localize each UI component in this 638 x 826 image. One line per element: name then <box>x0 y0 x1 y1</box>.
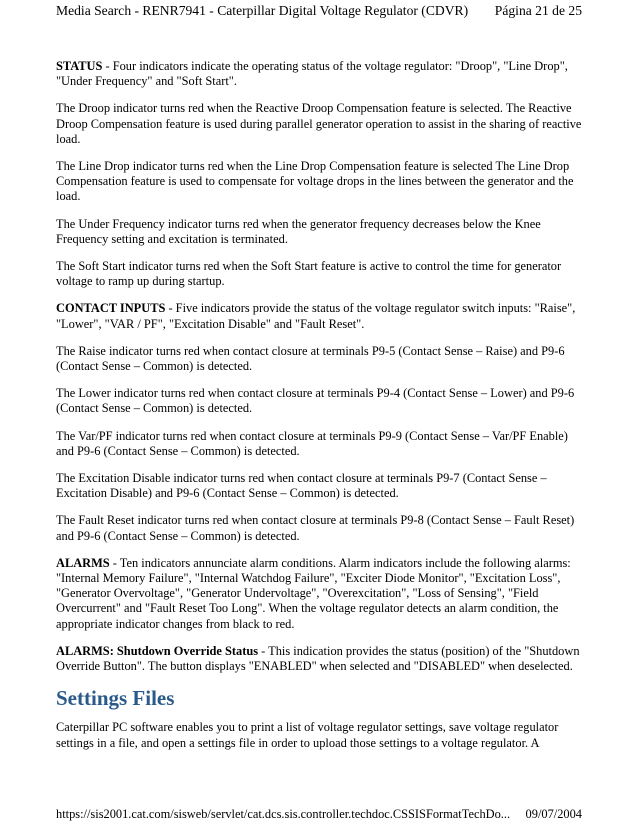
paragraph <box>56 59 584 89</box>
footer-url: https://sis2001.cat.com/sisweb/servlet/cat.dcs.sis.controller.techdoc.CSSISFormatTechDo... <box>56 807 511 821</box>
paragraph <box>56 386 584 416</box>
paragraph <box>56 301 584 331</box>
paragraph <box>56 217 584 247</box>
section-heading: Settings Files <box>56 686 175 711</box>
paragraph <box>56 259 584 289</box>
paragraph <box>56 344 584 374</box>
page-number: Página 21 de 25 <box>494 3 582 18</box>
paragraph-lead: ALARMS <box>56 555 110 570</box>
document-body <box>56 59 584 763</box>
paragraph <box>56 513 584 543</box>
paragraph <box>56 556 584 632</box>
paragraph-text: The Fault Reset indicator turns red when contact closure at terminals P9-8 (Contact Sense – Fault Reset) and P9-6 (Contact Sense – Common) is detected. <box>56 513 575 543</box>
paragraph-text: The Lower indicator turns red when contact closure at terminals P9-4 (Contact Sense – Lower) and P9-6 (Contact Sense – Common) is detected. <box>56 386 575 416</box>
page-header <box>56 3 582 19</box>
paragraph <box>56 101 584 147</box>
paragraph-text: The Soft Start indicator turns red when the Soft Start feature is active to control the time for generator voltage to ramp up during startup. <box>56 259 562 289</box>
paragraph-lead: STATUS <box>56 59 103 73</box>
paragraph-text: The Excitation Disable indicator turns red when contact closure at terminals P9-7 (Contact Sense – Excitation Disable) and P9-6 (Contact Sense – Common) is detected. <box>56 471 547 501</box>
page-footer <box>56 807 582 822</box>
paragraph-text: The Var/PF indicator turns red when contact closure at terminals P9-9 (Contact Sense – Var/PF Enable) and P9-6 (Contact Sense – Common) is detected. <box>56 428 568 458</box>
paragraph-text: The Droop indicator turns red when the Reactive Droop Compensation feature is selected. The Reactive Droop Compensation feature is used during parallel generator operation to assist in the sharing of reactive load. <box>56 101 582 146</box>
paragraph-text: - Five indicators provide the status of the voltage regulator switch inputs: "Raise", "Lower", "VAR / PF", "Excitation Disable" and "Fault Reset". <box>56 301 576 331</box>
paragraph-text: The Line Drop indicator turns red when the Line Drop Compensation feature is selected The Line Drop Compensation feature is used to compensate for voltage drops in the lines between the generator and the load. <box>56 159 574 204</box>
paragraph-text: The Under Frequency indicator turns red when the generator frequency decreases below the Knee Frequency setting and excitation is terminated. <box>56 216 541 246</box>
paragraph-text: The Raise indicator turns red when contact closure at terminals P9-5 (Contact Sense – Raise) and P9-6 (Contact Sense – Common) is detected. <box>56 343 565 374</box>
paragraph-lead: CONTACT INPUTS <box>56 301 166 316</box>
paragraph <box>56 159 584 205</box>
paragraph-lead: ALARMS: Shutdown Override Status <box>56 643 259 658</box>
section-paragraph: Caterpillar PC software enables you to print a list of voltage regulator settings, save voltage regulator settings in a file, and open a settings file in order to upload those settings to a voltage regulator. A <box>56 720 559 750</box>
paragraph <box>56 471 584 501</box>
paragraph-text: - This indication provides the status (position) of the "Shutdown Override Button". The button displays "ENABLED" when selected and "DISABLED" when deselected. <box>56 643 580 674</box>
header-title: Media Search - RENR7941 - Caterpillar Digital Voltage Regulator (CDVR) <box>56 3 469 18</box>
footer-date: 09/07/2004 <box>525 807 582 821</box>
paragraph-list <box>56 59 584 674</box>
paragraph <box>56 429 584 459</box>
paragraph-text: - Ten indicators annunciate alarm conditions. Alarm indicators include the following alarms: "Internal Memory Failure", "Internal Watchdog Failure", "Exciter Diode Monitor", "Excitation Loss", "Generator Overvoltage", "Generator Undervoltage", "Overexcitation", "Loss of Sensing", "Field Overcurrent" and "Fault Reset Too Long". When the voltage regulator detects an alarm condition, the appropriate indicator changes from black to red. <box>56 555 571 631</box>
paragraph <box>56 644 584 674</box>
paragraph-text: - Four indicators indicate the operating status of the voltage regulator: "Droop", "Line Drop", "Under Frequency" and "Soft Start". <box>56 59 568 89</box>
